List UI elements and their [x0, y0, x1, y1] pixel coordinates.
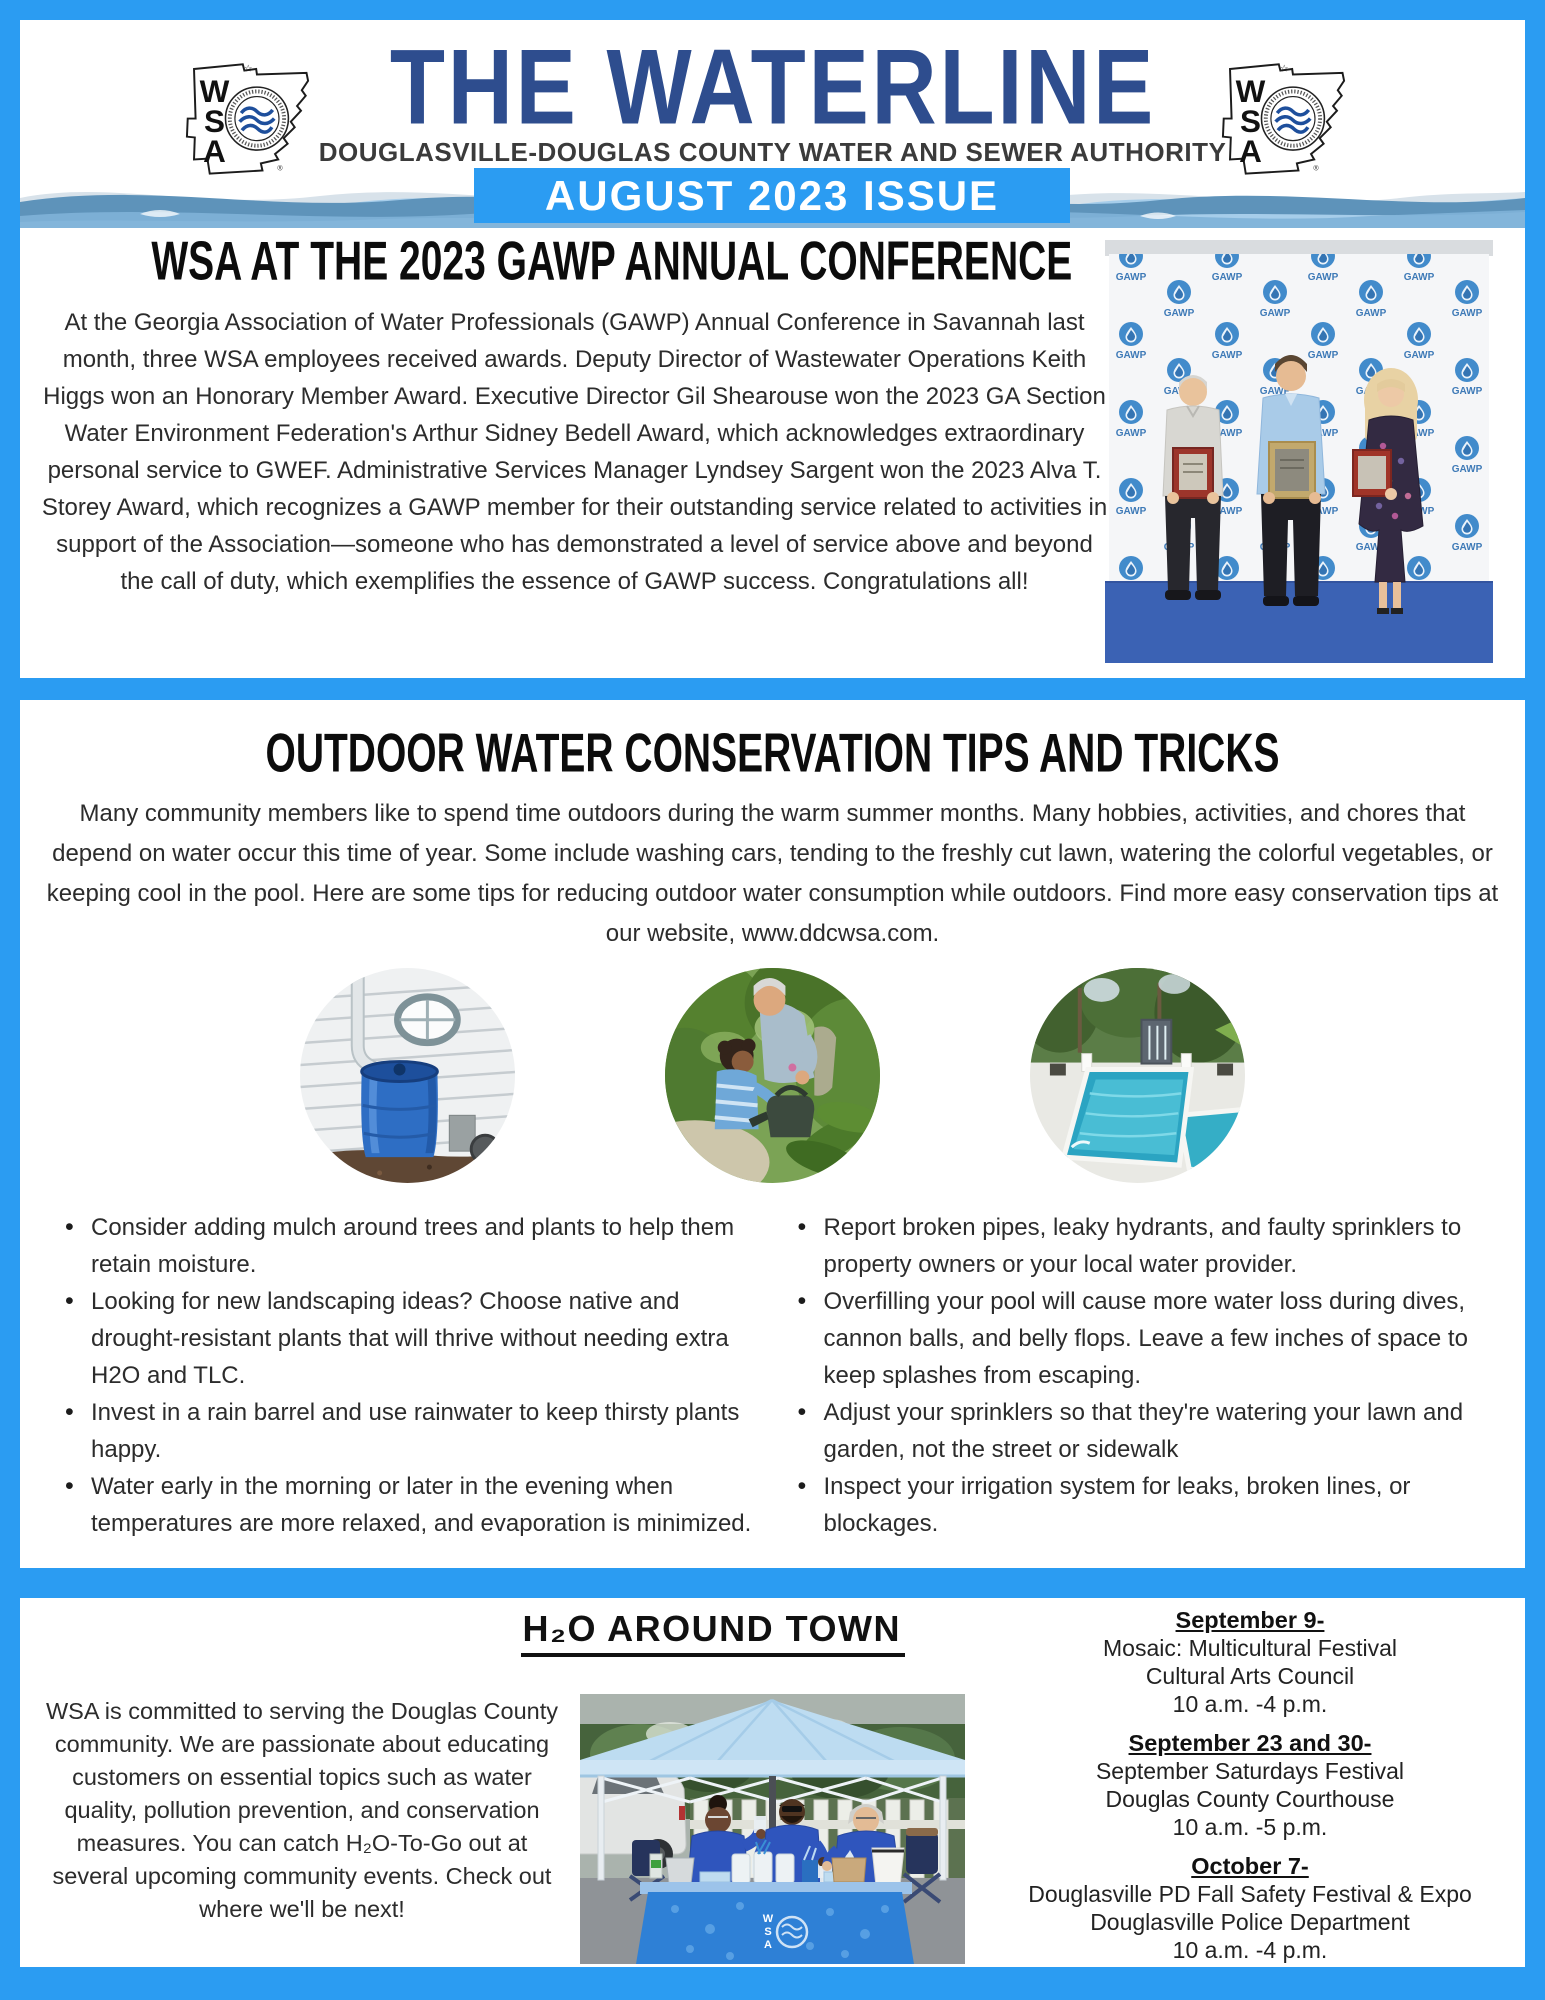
tip-item: • Report broken pipes, leaky hydrants, and faulty sprinklers to property owners or your local water provider.: [798, 1209, 1501, 1283]
registered-mark: ®: [1313, 164, 1319, 173]
newsletter-subtitle: DOUGLASVILLE-DOUGLAS COUNTY WATER AND SEWER AUTHORITY: [318, 137, 1227, 167]
around-town-section-card: [20, 1598, 1525, 1967]
event-line: Mosaic: Multicultural Festival: [1103, 1635, 1397, 1661]
wsa-logo-right: [1202, 58, 1354, 176]
logo-letter: S: [1239, 103, 1261, 139]
rain-barrel-illustration: [300, 968, 515, 1183]
event-date: September 23 and 30-: [1128, 1730, 1372, 1756]
event-date: October 7-: [1191, 1853, 1309, 1879]
tips-list-left: [65, 1209, 768, 1542]
swimming-pool-photo: [1030, 968, 1245, 1183]
star-icon: ☆: [244, 63, 253, 75]
tip-item: • Inspect your irrigation system for leaks, broken lines, or blockages.: [798, 1468, 1501, 1542]
rain-barrel-photo: [300, 968, 515, 1183]
event-line: 10 a.m. -5 p.m.: [1172, 1814, 1328, 1840]
tip-item: • Invest in a rain barrel and use rainwater to keep thirsty plants happy.: [65, 1394, 768, 1468]
upcoming-events-list: [975, 1598, 1525, 1967]
issue-banner: AUGUST 2023 ISSUE: [474, 168, 1070, 223]
event-line: Douglasville Police Department: [1090, 1909, 1410, 1935]
event-line: 10 a.m. -4 p.m.: [1172, 1937, 1328, 1963]
logo-letter: A: [1239, 133, 1262, 169]
conservation-heading: OUTDOOR WATER CONSERVATION TIPS AND TRICKS: [265, 722, 1280, 784]
conservation-section-card: [20, 700, 1525, 1568]
tips-list-right: [798, 1209, 1501, 1542]
h2o-to-go-event-photo: [580, 1693, 965, 1965]
wave-decoration: [20, 168, 1525, 228]
event-item: [975, 1729, 1525, 1841]
event-tent-illustration: [580, 1693, 965, 1965]
event-line: Douglasville PD Fall Safety Festival & Expo: [1028, 1881, 1472, 1907]
event-line: Douglas County Courthouse: [1105, 1786, 1395, 1812]
table-logo-letter: W: [762, 1913, 774, 1925]
star-icon: ☆: [1280, 63, 1289, 75]
event-item: [975, 1606, 1525, 1718]
section-gawp-conference: [20, 228, 1525, 678]
logo-letter: A: [203, 133, 226, 169]
around-town-heading: H₂O AROUND TOWN: [521, 1608, 905, 1657]
event-item: [975, 1852, 1525, 1964]
swimming-pool-illustration: [1030, 968, 1245, 1183]
tip-item: • Consider adding mulch around trees and plants to help them retain moisture.: [65, 1209, 768, 1283]
wsa-table: [636, 1882, 914, 1964]
logo-seal-icon: [1261, 87, 1324, 150]
table-logo-letter: S: [764, 1926, 772, 1938]
table-logo-letter: A: [764, 1939, 772, 1951]
event-date: September 9-: [1175, 1607, 1325, 1633]
gardening-illustration: [665, 968, 880, 1183]
event-line: Cultural Arts Council: [1145, 1663, 1355, 1689]
event-line: September Saturdays Festival: [1095, 1758, 1405, 1784]
tips-columns: [65, 1209, 1500, 1542]
tip-item: • Water early in the morning or later in the evening when temperatures are more relaxed, and evaporation is minimized.: [65, 1468, 768, 1542]
event-line: 10 a.m. -4 p.m.: [1172, 1691, 1328, 1717]
conservation-intro-text: Many community members like to spend time outdoors during the warm summer months. Many hobbies, activities, and chores that depend on water occur this time of year. Some include washing cars, tending to the freshly cut lawn, watering the colorful vegetables, or keeping cool in the pool. Here are some tips for reducing outdoor water consumption while outdoors. Find more easy conservation tips at our website, www.ddcwsa.com.: [46, 800, 1499, 947]
gawp-heading: WSA AT THE 2023 GAWP ANNUAL CONFERENCE: [151, 230, 1073, 292]
tip-item: • Adjust your sprinklers so that they're watering your lawn and garden, not the street or sidewalk: [798, 1394, 1501, 1468]
tip-item: • Looking for new landscaping ideas? Choose native and drought-resistant plants that will thrive without needing extra H2O and TLC.: [65, 1283, 768, 1394]
gawp-body-text: At the Georgia Association of Water Professionals (GAWP) Annual Conference in Savannah last month, three WSA employees received awards. Deputy Director of Wastewater Operations Keith Higgs won an Honorary Member Award. Executive Director Gil Shearouse won the 2023 GA Section Water Environment Federation's Arthur Sidney Bedell Award, which acknowledges extraordinary personal service to GWEF. Administrative Services Manager Lyndsey Sargent won the 2023 Alva T. Storey Award, which recognizes a GAWP member for their outstanding service related to activities in support of the Association—someone who has demonstrated a level of service above and beyond the call of duty, which exemplifies the essence of GAWP success. Congratulations all!: [41, 309, 1108, 595]
logo-letter: S: [203, 103, 225, 139]
tip-item: • Overfilling your pool will cause more water loss during dives, cannon balls, and belly flops. Leave a few inches of space to keep splashes from escaping.: [798, 1283, 1501, 1394]
around-town-body-text: WSA is committed to serving the Douglas County community. We are passionate about educating customers on essential topics such as water quality, pollution prevention, and conservation measures. You can catch H₂O-To-Go out at several upcoming community events. Check out where we'll be next!: [46, 1698, 558, 1922]
tip-photo-row: [20, 968, 1525, 1183]
logo-letter: W: [199, 74, 230, 110]
gawp-awards-photo-illustration: [1105, 240, 1493, 663]
logo-letter: W: [1235, 74, 1266, 110]
gardening-photo: [665, 968, 880, 1183]
newsletter-title: THE WATERLINE: [389, 26, 1156, 147]
gawp-awards-photo: [1105, 240, 1493, 663]
top-section-card: [20, 20, 1525, 678]
registered-mark: ®: [277, 164, 283, 173]
masthead: [20, 20, 1525, 173]
